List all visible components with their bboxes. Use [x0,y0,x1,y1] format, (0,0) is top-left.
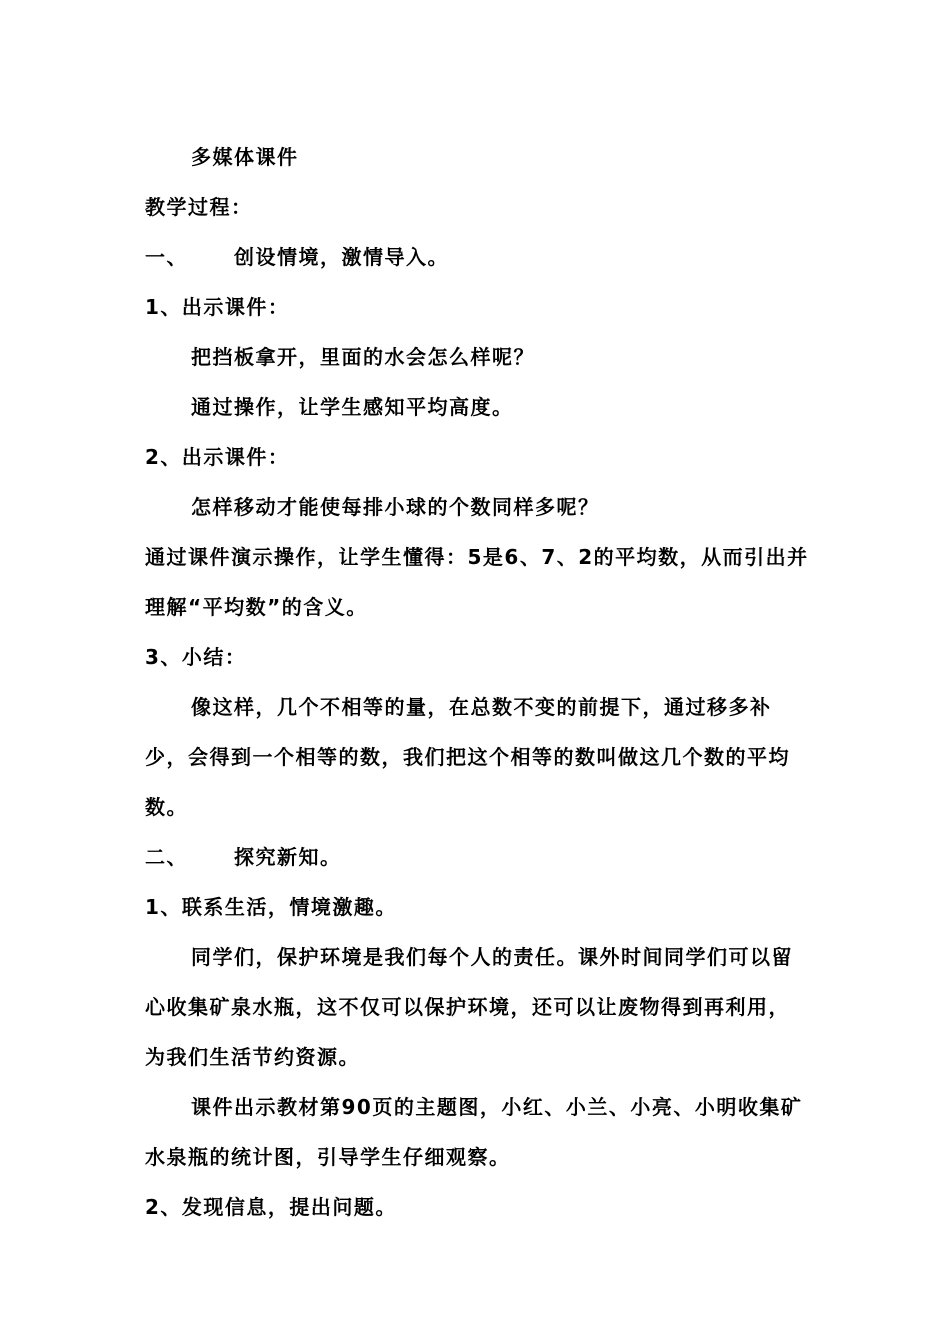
heading-number: 一、 [145,245,188,269]
section-label: 教学过程： [145,195,253,219]
text-line: 多媒体课件 [191,145,299,169]
subheading: 2、出示课件： [145,445,290,469]
paragraph: 课件出示教材第90页的主题图，小红、小兰、小亮、小明收集矿水泉瓶的统计图，引导学生仔细观察。 [145,1095,803,1169]
paragraph: 怎样移动才能使每排小球的个数同样多呢？ [191,495,600,519]
subheading: 1、出示课件： [145,295,290,319]
document-body [145,132,810,1232]
section-heading-1 [145,232,810,282]
paragraph: 把挡板拿开，里面的水会怎么样呢？ [191,345,535,369]
paragraph: 通过课件演示操作，让学生懂得：5是6、7、2的平均数，从而引出并理解“平均数”的含义。 [145,545,809,619]
subheading: 1、联系生活，情境激趣。 [145,895,397,919]
paragraph: 像这样，几个不相等的量，在总数不变的前提下，通过移多补少，会得到一个相等的数，我们把这个相等的数叫做这几个数的平均数。 [145,695,790,819]
paragraph: 同学们，保护环境是我们每个人的责任。课外时间同学们可以留心收集矿泉水瓶，这不仅可以保护环境，还可以让废物得到再利用，为我们生活节约资源。 [145,945,793,1069]
heading-number: 二、 [145,845,188,869]
heading-text: 创设情境，激情导入。 [234,245,449,269]
subheading: 2、发现信息，提出问题。 [145,1195,397,1219]
section-heading-2 [145,832,810,882]
heading-text: 探究新知。 [234,845,342,869]
subheading: 3、小结： [145,645,247,669]
paragraph: 通过操作，让学生感知平均高度。 [191,395,514,419]
